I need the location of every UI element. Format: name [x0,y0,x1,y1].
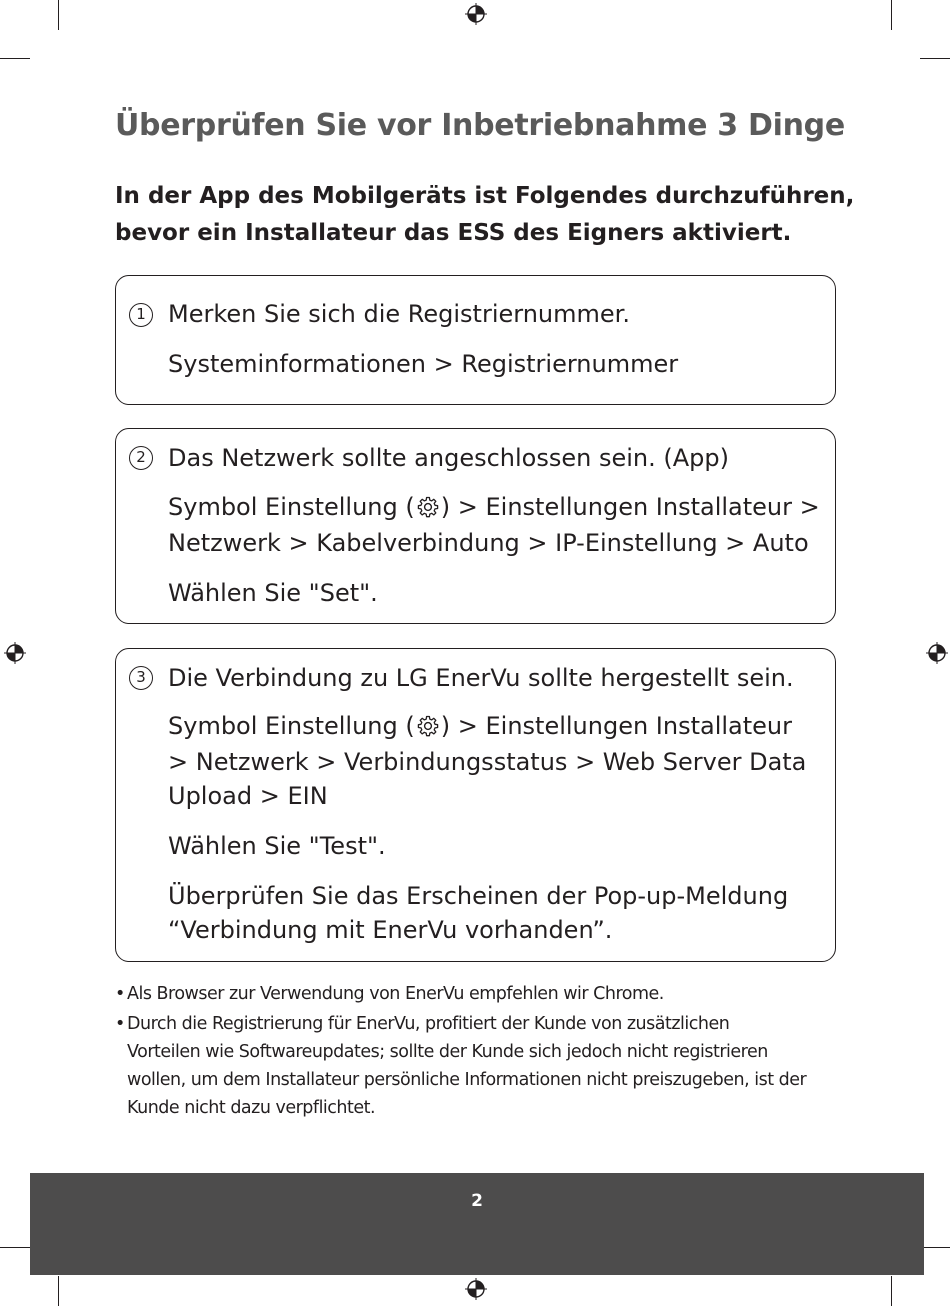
path-text: ) > Einstellungen Installateur > [440,493,820,521]
page-title: Überprüfen Sie vor Inbetriebnahme 3 Dinge [115,108,845,143]
step-check: Überprüfen Sie das Erscheinen der Pop-up-Meldung [168,882,789,910]
note-line: Durch die Registrierung für EnerVu, profitiert der Kunde von zusätzlichen [127,1014,730,1034]
step-number: 1 [129,303,153,327]
note-line: wollen, um dem Installateur persönliche Informationen nicht preiszugeben, ist der [127,1070,807,1090]
step-check: “Verbindung mit EnerVu vorhanden”. [168,916,613,944]
intro-line: In der App des Mobilgeräts ist Folgendes durchzuführen, [115,183,855,209]
step-path: Netzwerk > Kabelverbindung > IP-Einstellung > Auto [168,529,809,557]
step-action: Wählen Sie "Set". [168,579,378,607]
step-action: Wählen Sie "Test". [168,832,386,860]
path-text: ) > Einstellungen Installateur [440,712,793,740]
crop-mark [920,58,950,59]
notes-list [115,980,841,1122]
step-path [168,711,792,741]
step-path [168,492,820,522]
step-heading: Die Verbindung zu LG EnerVu sollte hergestellt sein. [168,664,794,692]
note-line: Als Browser zur Verwendung von EnerVu empfehlen wir Chrome. [127,984,664,1004]
page-number: 2 [471,1191,483,1211]
note-item [115,980,841,1008]
crop-mark [58,0,59,30]
step-box-1 [115,275,836,405]
crop-mark [891,0,892,30]
crop-mark [58,1276,59,1306]
step-number: 3 [129,666,153,690]
crop-mark [920,1247,950,1248]
gear-icon [416,714,440,738]
path-text: Symbol Einstellung ( [168,712,415,740]
crosshair-icon [465,3,487,25]
bullet: • [115,1014,125,1034]
note-line: Kunde nicht dazu verpflichtet. [127,1098,376,1118]
intro-text [115,178,855,252]
crosshair-icon [465,1278,487,1300]
step-box-2 [115,428,836,624]
step-heading: Merken Sie sich die Registriernummer. [168,300,630,328]
note-item [115,1010,841,1122]
gear-icon [416,495,440,519]
crop-mark [0,1247,30,1248]
note-line: Vorteilen wie Softwareupdates; sollte der Kunde sich jedoch nicht registrieren [127,1042,768,1062]
step-path: > Netzwerk > Verbindungsstatus > Web Server Data [168,748,807,776]
crop-mark [891,1276,892,1306]
crosshair-icon [4,642,26,664]
footer-bar [30,1173,924,1275]
path-text: Symbol Einstellung ( [168,493,415,521]
step-heading: Das Netzwerk sollte angeschlossen sein. (App) [168,444,729,472]
step-path: Upload > EIN [168,782,328,810]
step-path: Systeminformationen > Registriernummer [168,350,679,378]
crosshair-icon [926,642,948,664]
intro-line: bevor ein Installateur das ESS des Eigners aktiviert. [115,220,792,246]
step-box-3 [115,648,836,962]
bullet: • [115,984,125,1004]
step-number: 2 [129,446,153,470]
crop-mark [0,58,30,59]
